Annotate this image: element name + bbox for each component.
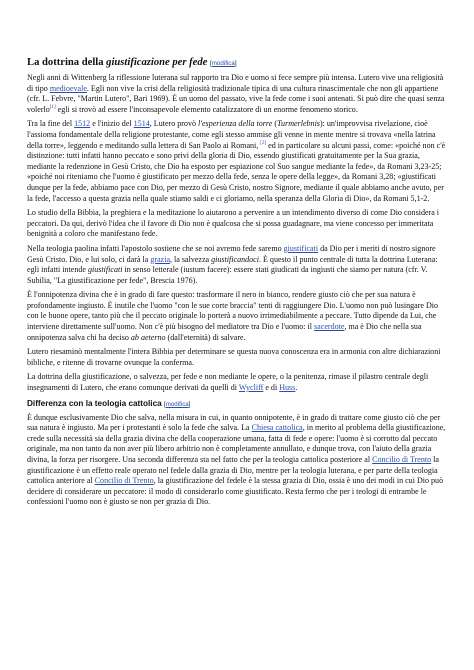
link-grazia[interactable]: grazia (150, 254, 171, 264)
text: . Egli non vive la crisi della religiosità tradizionale tipica di una cultura rinascimentale che non gli appartiene (cfr. L. Febvre, "Martin Lutero", Bari 1969). È un uomo del passato, vive la fede come i suoi antenati. Si può dire che quasi senza volerlo (27, 83, 445, 114)
text: , la salvezza (170, 254, 212, 264)
edit-section-link[interactable]: modifica (165, 400, 189, 408)
paragraph-teologia-paolina (27, 244, 448, 286)
text: È l'onnipotenza divina che è in grado di fare questo: trasformare il nero in bianco, rendere giusto ciò che per sua natura è profondamente ingiusto. È inutile che l'uomo "con le sue corte braccia" tenti di raggiungere Dio. L'uomo non può lusingare Dio con le buone opere, tanto più che il peccato originale lo porterà a nuovo irrimediabilmente a peccare. Tutto dipende da Lui, che interviene direttamente sull'uomo. Non c'è più bisogno del mediatore tra Dio e l'uomo: il (27, 290, 439, 332)
heading-text: La dottrina della (27, 57, 107, 68)
paragraph-differenza (27, 413, 448, 508)
paragraph-bibbia-studio (27, 208, 448, 240)
edit-section-link[interactable]: modifica (211, 60, 235, 67)
link-concilio-di-trento-2[interactable]: Concilio di Trento (94, 476, 154, 486)
text: Tra la fine del (27, 119, 75, 129)
italic-text: ab aeterno (130, 332, 166, 342)
paragraph-dottrina-pilastro (27, 372, 448, 393)
section-heading-giustificazione (27, 56, 448, 70)
text: Lo studio della Bibbia, la preghiera e la meditazione lo aiutarono a pervenire a un intendimento diverso di come Dio considera i peccatori. Da qui, derivò l'idea che il favore di Dio non è qualcosa che si possa guadagnare, ma viene concesso per immeritata benignità a coloro che manifestano fede. (27, 208, 440, 239)
paragraph-riesame (27, 347, 448, 368)
text: Lutero riesaminò mentalmente l'intera Bibbia per determinare se questa nuova conoscenza era in armonia con altre dichiarazioni bibliche, e ritenne di trovarne ovunque la conferma. (27, 347, 441, 367)
link-medioevale[interactable]: medioevale (49, 83, 87, 93)
text: ): un'improvvisa rivelazione, cioè l'assioma fondamentale della religione protestante, come egli stesso ammise gli venne in mente mentre si trovava «nella latrina della torre», leggendo e meditando sulla lettera di San Paolo ai Romani, (27, 119, 436, 150)
text: Negli anni di Wittenberg la riflessione luterana sul rapporto tra Dio e uomo si fece sempre più intensa. Lutero vive una religiosità di tipo (27, 73, 444, 93)
link-chiesa-cattolica[interactable]: Chiesa cattolica (251, 423, 303, 433)
italic-text: giustificandoci (211, 254, 259, 264)
link-giustificati[interactable]: giustificati (283, 243, 319, 253)
edit-section-link-wrapper (164, 401, 191, 408)
text: egli si trovò ad essere l'inconsapevole elemento catalizzatore di un enorme fenomeno storico. (55, 104, 358, 114)
text: ed in particolare su alcuni passi, come: «poiché non c'è distinzione: tutti infatti hanno peccato e sono privi della gloria di Dio, essendo giustificati gratuitamente per la Sua grazia, mediante la redenzione in Gesù Cristo, che Dio ha esposto per espiazione col Suo sangue mediante la fede», da Romani 3,23-25; «poiché noi riteniamo che l'uomo è giustificato per mezzo della fede, senza le opere della legge», da Romani 3,28; «giustificati dunque per la fede, abbiamo pace con Dio, per mezzo di Gesù Cristo, nostro Signore, mediante il quale abbiamo anche avuto, per la fede, l'accesso a questa grazia nella quale stiamo saldi e ci gloriamo, nella speranza della Gloria di Dio», da Romani 5,1-2. (27, 140, 446, 203)
text: e di (263, 383, 280, 393)
text: da Dio per i meriti di nostro signore Gesù Cristo. Dio, e lui solo, ci darà la (27, 243, 436, 264)
text: in senso letterale (iustum facere): essere stati giudicati da ingiusti che siamo per natura (cfr. V. Subilia, "La giustificazione per fede", Brescia 1976). (27, 265, 428, 285)
text: la giustificazione è un effetto reale operato nel fedele dalla grazia di Dio, mentre per la teologia luterana, e per parte della teologia cattolica anteriore al (27, 455, 439, 486)
paragraph-torre (27, 119, 448, 204)
footnote-link-1[interactable]: [1] (49, 104, 56, 110)
link-1514[interactable]: 1514 (133, 119, 150, 129)
paragraph-onnipotenza (27, 290, 448, 343)
paragraph-wittenberg (27, 73, 448, 115)
italic-text: giustificati (88, 265, 123, 275)
text: . È questo il punto centrale di tutta la dottrina Luterana: egli infatti intende (27, 254, 438, 275)
link-huss[interactable]: Huss (279, 383, 296, 393)
italic-text: Turmerlebnis (277, 119, 320, 129)
section-heading-differenza (27, 398, 448, 410)
edit-bracket-close: ] (234, 60, 237, 67)
text: ( (272, 119, 278, 129)
link-concilio-di-trento[interactable]: Concilio di Trento (372, 455, 432, 464)
edit-bracket-open: [ (163, 400, 166, 408)
text: È dunque esclusivamente Dio che salva, nella misura in cui, in quanto onnipotente, è in grado di trattare come giusto ciò che per sua natura è ingiusto. Ma per i protestanti è solo la fede che salva. La (27, 412, 441, 433)
text: , Lutero provò (149, 119, 199, 129)
text: e l'inizio del (90, 119, 134, 129)
text: . (295, 383, 298, 393)
footnote-link-2[interactable]: [2] (260, 140, 267, 146)
edit-bracket-close: ] (188, 400, 191, 408)
text: (dall'eternità) di salvare. (165, 332, 246, 342)
link-sacerdote[interactable]: sacerdote (314, 322, 345, 332)
text: , in merito al problema della giustificazione, crede sulla necessità sia della grazia divina che della cooperazione umana, fatta di fede e opere: l'uomo è si corrotto dal peccato originale, ma non tanto da non aver più libero arbitrio non è completamente annullato, e dunque trova, con l'aiuto della grazia divina, la forza per risorgere. Una seconda differenza sta nel fatto che per la teologia cattolica posteriore al (27, 423, 446, 464)
text: , ma è Dio che nella sua onnipotenza salva chi ha deciso (27, 322, 422, 342)
text: La dottrina della giustificazione, o salvezza, per fede e non mediante le opere, o la penitenza, rimase il pilastro centrale degli insegnamenti di Lutero, che erano comunque derivati da quelli di (27, 372, 429, 393)
heading-italic-text: giustificazione per fede (106, 57, 208, 68)
link-1512[interactable]: 1512 (74, 119, 91, 129)
text: Nella teologia paolina infatti l'apostolo sostiene che se noi avremo fede saremo (27, 243, 284, 253)
link-wycliff[interactable]: Wycliff (238, 383, 264, 393)
edit-bracket-open: [ (210, 60, 212, 67)
italic-text: l'esperienza della torre (198, 119, 273, 129)
text: , la giustificazione del fedele è la stessa grazia di Dio, ossia è uno dei modi in cui Dio può decidere di considerare un peccatore: il modo di considerarlo come giustificato. Resta fermo che per i teologi di entrambe le confessioni l'uomo non è giusto se non per grazia di Dio. (27, 476, 444, 507)
heading-text: Differenza con la teologia cattolica (27, 398, 162, 408)
edit-section-link-wrapper (210, 60, 237, 67)
